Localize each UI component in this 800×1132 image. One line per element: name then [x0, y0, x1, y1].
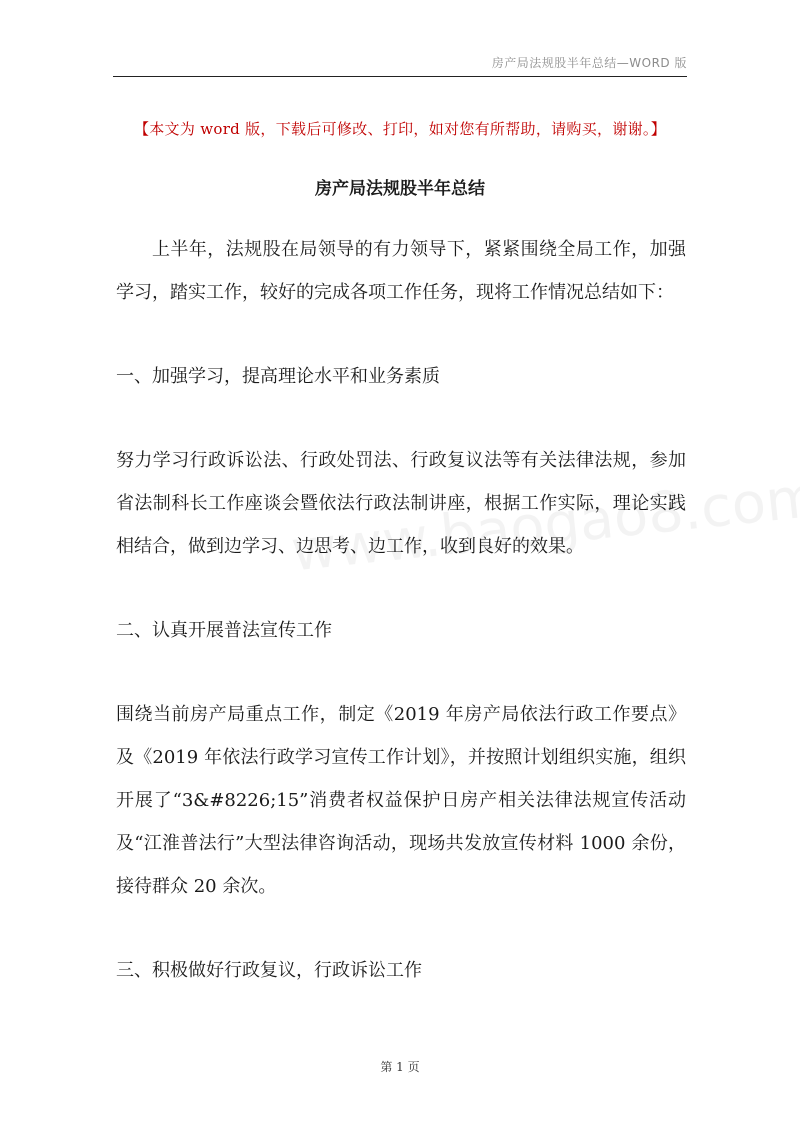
section-heading-1: 一、加强学习，提高理论水平和业务素质 [116, 366, 440, 387]
section-body-2: 围绕当前房产局重点工作，制定《2019 年房产局依法行政工作要点》及《2019 年依法行政学习宣传工作计划》，并按照计划组织实施，组织开展了“3&#8226;15”消费者权益保护日房产相关法律法规宣传活动及“江淮普法行”大型法律咨询活动，现场共发放宣传材料 1000 余份，接待群众 20 余次。 [116, 704, 686, 897]
download-notice: 【本文为 word 版，下载后可修改、打印，如对您有所帮助，请购买，谢谢。】 [133, 120, 667, 138]
section-heading-2: 二、认真开展普法宣传工作 [116, 620, 332, 641]
running-title: 房产局法规股半年总结—WORD 版 [491, 56, 687, 70]
intro-paragraph: 上半年，法规股在局领导的有力领导下，紧紧围绕全局工作，加强学习，踏实工作，较好的完成各项工作任务，现将工作情况总结如下： [116, 239, 686, 303]
document-body [116, 228, 686, 992]
section-heading-3: 三、积极做好行政复议，行政诉讼工作 [116, 960, 422, 981]
document-title: 房产局法规股半年总结 [315, 179, 485, 199]
page-header [113, 50, 687, 77]
section-body-1: 努力学习行政诉讼法、行政处罚法、行政复议法等有关法律法规，参加省法制科长工作座谈会暨依法行政法制讲座，根据工作实际，理论实践相结合，做到边学习、边思考、边工作，收到良好的效果。 [116, 450, 686, 557]
page-number: 第 1 页 [380, 1060, 420, 1074]
